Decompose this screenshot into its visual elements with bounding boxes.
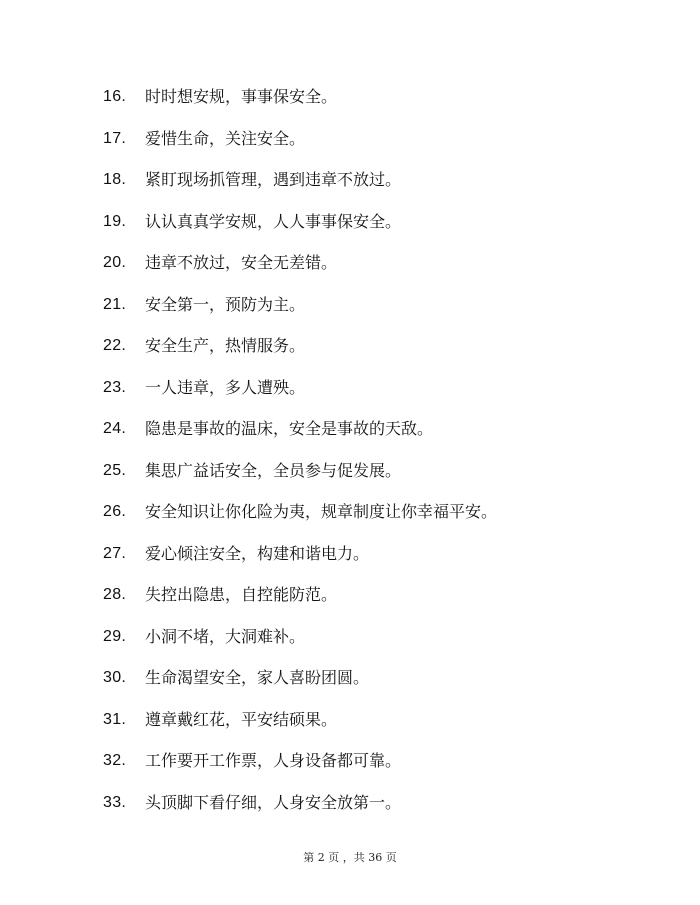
- item-number: 25.: [103, 461, 127, 479]
- item-text: 安全生产，热情服务。: [145, 336, 306, 355]
- list-item: [103, 583, 497, 625]
- item-text: 隐患是事故的温床，安全是事故的天敌。: [145, 419, 434, 438]
- item-text: 安全知识让你化险为夷，规章制度让你幸福平安。: [145, 502, 498, 521]
- item-number: 16.: [103, 88, 127, 105]
- list-item: [103, 625, 497, 667]
- item-number: 33.: [103, 793, 127, 811]
- item-text: 头顶脚下看仔细，人身安全放第一。: [145, 792, 402, 812]
- item-number: 32.: [103, 752, 127, 769]
- item-number: 22.: [103, 337, 127, 354]
- list-item: [103, 500, 497, 542]
- list-item: [103, 376, 497, 418]
- list-item: [103, 708, 497, 750]
- item-number: 18.: [103, 171, 127, 188]
- item-text: 违章不放过，安全无差错。: [145, 253, 338, 272]
- item-number: 26.: [103, 503, 127, 520]
- item-number: 20.: [103, 254, 127, 271]
- item-number: 28.: [103, 586, 127, 603]
- item-number: 27.: [103, 544, 127, 562]
- list-item: [103, 334, 497, 376]
- list-item: [103, 666, 497, 708]
- item-number: 19.: [103, 212, 127, 230]
- item-number: 31.: [103, 710, 127, 728]
- item-text: 爱惜生命，关注安全。: [145, 128, 306, 148]
- list-item: [103, 85, 497, 127]
- item-text: 一人违章，多人遭殃。: [145, 377, 306, 397]
- list-item: [103, 293, 497, 335]
- item-number: 21.: [103, 295, 127, 313]
- list-item: [103, 542, 497, 584]
- list-item: [103, 168, 497, 210]
- item-text: 遵章戴红花，平安结硕果。: [145, 709, 338, 729]
- list-item: [103, 417, 497, 459]
- list-item: [103, 251, 497, 293]
- item-text: 失控出隐患，自控能防范。: [145, 585, 338, 604]
- page-footer: 第 2 页 ，共 36 页: [303, 851, 397, 864]
- item-text: 安全第一，预防为主。: [145, 294, 306, 314]
- item-text: 生命渴望安全，家人喜盼团圆。: [145, 668, 370, 687]
- list-item: [103, 459, 497, 501]
- item-text: 认认真真学安规，人人事事保安全。: [145, 211, 402, 231]
- item-text: 集思广益话安全，全员参与促发展。: [145, 460, 402, 480]
- item-text: 时时想安规，事事保安全。: [145, 87, 338, 106]
- list-item: [103, 210, 497, 252]
- item-text: 爱心倾注安全，构建和谐电力。: [145, 543, 370, 563]
- item-number: 29.: [103, 627, 127, 645]
- list-item: [103, 749, 497, 791]
- list-item: [103, 127, 497, 169]
- item-number: 24.: [103, 420, 127, 437]
- slogan-list: [103, 85, 497, 832]
- item-text: 紧盯现场抓管理，遇到违章不放过。: [145, 170, 402, 189]
- item-number: 30.: [103, 669, 127, 686]
- item-text: 小洞不堵，大洞难补。: [145, 626, 306, 646]
- list-item: [103, 791, 497, 833]
- item-number: 23.: [103, 378, 127, 396]
- item-text: 工作要开工作票，人身设备都可靠。: [145, 751, 402, 770]
- item-number: 17.: [103, 129, 127, 147]
